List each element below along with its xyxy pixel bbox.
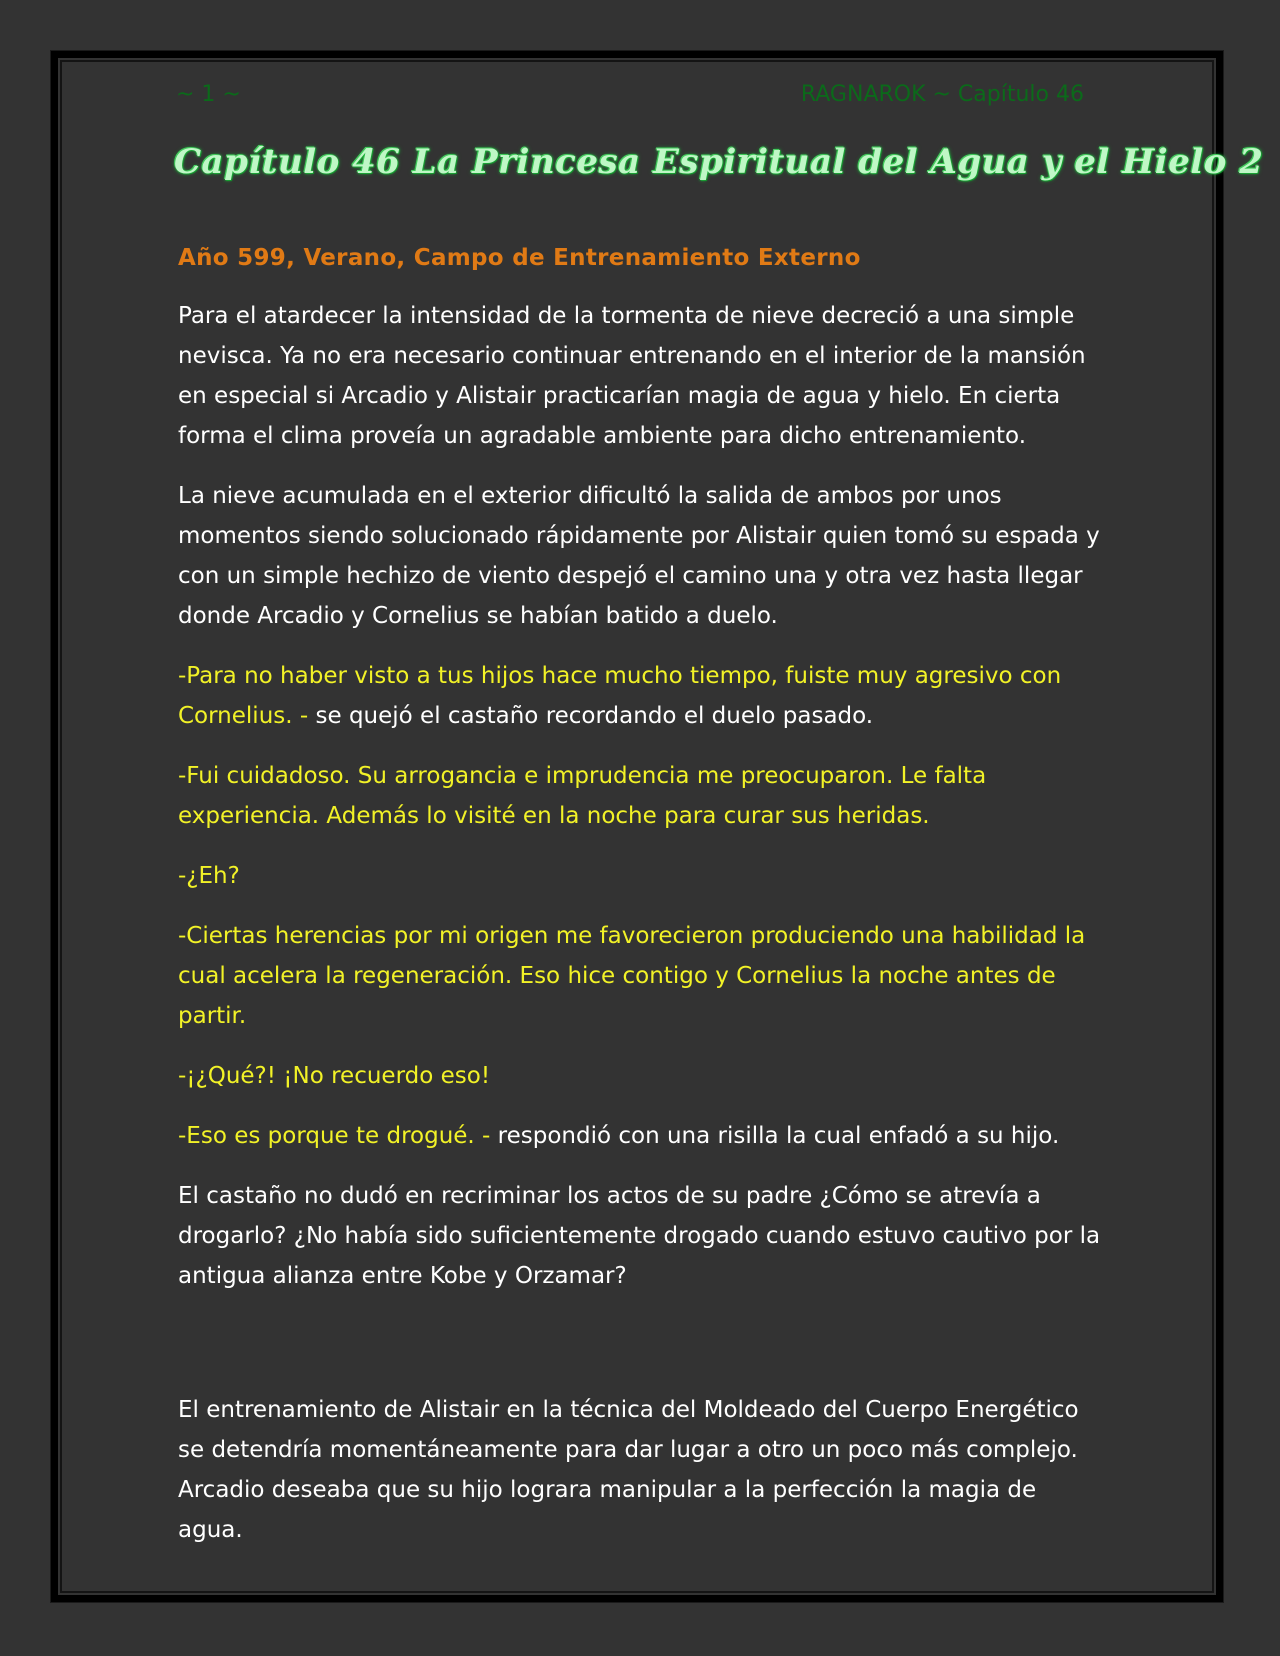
paragraph-1: Para el atardecer la intensidad de la tormenta de nieve decreció a una simple nevisca. Ya no era necesario continuar entrenando en el interior de la mansión en especial si Arcadio y Alistair practicarían magia de agua y hielo. En cierta forma el clima proveía un agradable ambiente para dicho entrenamiento. [178,303,1086,449]
chapter-title: Capítulo 46 La Princesa Espiritual del Agua y el Hielo 2 [174,142,1264,182]
narration-text: se quejó el castaño recordando el duelo pasado. [308,703,874,729]
paragraph-9: El castaño no dudó en recriminar los actos de su padre ¿Cómo se atrevía a drogarlo? ¿No había sido suficientemente drogado cuando estuvo cautivo por la antigua alianza entre Kobe y Orzamar? [178,1183,1101,1289]
paragraph-2: La nieve acumulada en el exterior dificultó la salida de ambos por unos momentos siendo solucionado rápidamente por Alistair quien tomó su espada y con un simple hechizo de viento despejó el camino una y otra vez hasta llegar donde Arcadio y Cornelius se habían batido a duelo. [178,483,1100,629]
paragraph-7 [178,1056,1108,1096]
scene-break-space [178,1316,1108,1390]
dialogue-line: -Fui cuidadoso. Su arrogancia e imprudencia me preocuparon. Le falta experiencia. Además lo visité en la noche para curar sus heridas. [178,763,987,829]
running-title: RAGNAROK ~ Capítulo 46 [800,81,1084,107]
narration-text: respondió con una risilla la cual enfadó a su hijo. [490,1123,1060,1149]
paragraph-4 [178,756,1108,836]
dialogue-line: -Eso es porque te drogué. - [178,1123,491,1149]
paragraph-10: El entrenamiento de Alistair en la técnica del Moldeado del Cuerpo Energético se detendría momentáneamente para dar lugar a otro un poco más complejo. Arcadio deseaba que su hijo lograra manipular a la perfección la magia de agua. [178,1397,1079,1543]
paragraph-5 [178,856,1108,896]
paragraph-3 [178,656,1108,736]
paragraph-8 [178,1116,1108,1156]
page-number: ~ 1 ~ [176,81,241,107]
running-header [176,78,1084,110]
dialogue-line: -¡¿Qué?! ¡No recuerdo eso! [178,1063,491,1089]
document-body [178,238,1108,1570]
section-heading: Año 599, Verano, Campo de Entrenamiento Externo [178,245,861,271]
dialogue-line: -Para no haber visto a tus hijos hace mucho tiempo, fuiste muy agresivo con Cornelius. - [178,663,1062,729]
paragraph-6 [178,916,1108,1036]
dialogue-line: -Ciertas herencias por mi origen me favorecieron produciendo una habilidad la cual acelera la regeneración. Eso hice contigo y Cornelius la noche antes de partir. [178,923,1086,1029]
dialogue-line: -¿Eh? [178,863,240,889]
